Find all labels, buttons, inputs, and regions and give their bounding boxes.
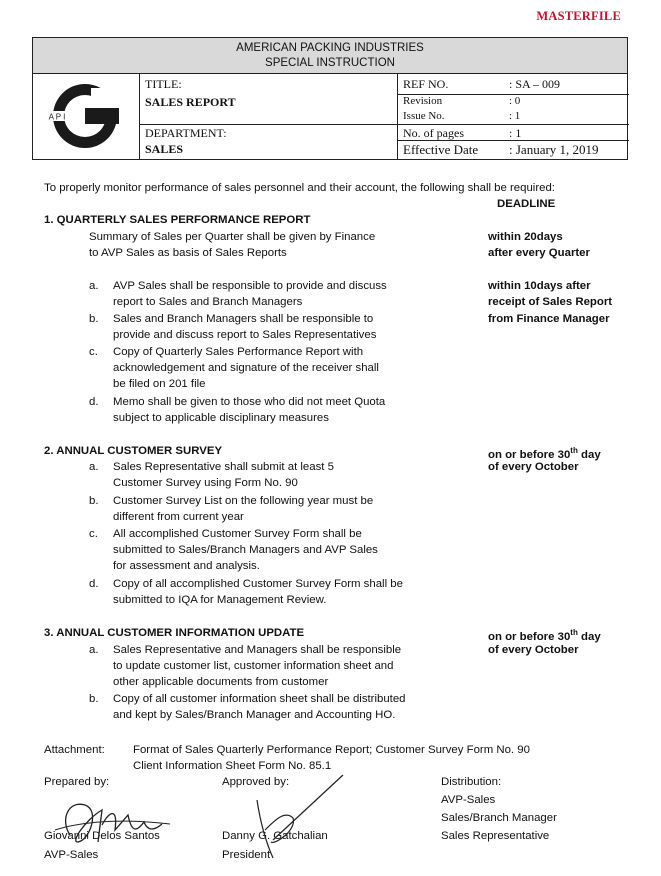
list-marker: a. xyxy=(89,461,99,473)
s3-deadline: of every October xyxy=(488,644,579,656)
issue-label: Issue No. xyxy=(403,110,445,122)
s2-item-d: submitted to IQA for Management Review. xyxy=(113,594,327,606)
s1-summary-line: to AVP Sales as basis of Sales Reports xyxy=(89,247,287,259)
distribution-item: Sales/Branch Manager xyxy=(441,812,557,824)
s2-item-c: for assessment and analysis. xyxy=(113,560,260,572)
document-header xyxy=(32,37,628,160)
pages-label: No. of pages xyxy=(403,126,464,140)
list-marker: c. xyxy=(89,346,98,358)
s1-item-d: Memo shall be given to those who did not meet Quota xyxy=(113,396,386,408)
s3-item-a: to update customer list, customer information sheet and xyxy=(113,660,394,672)
s1-item-c: Copy of Quarterly Sales Performance Report with xyxy=(113,346,364,358)
company-band xyxy=(33,38,627,74)
issue-value: : 1 xyxy=(509,110,521,122)
s2-item-b: different from current year xyxy=(113,511,244,523)
list-marker: d. xyxy=(89,578,99,590)
s1-summary-line: Summary of Sales per Quarter shall be given by Finance xyxy=(89,231,376,243)
s1-item-b: provide and discuss report to Sales Representatives xyxy=(113,329,377,341)
s1-item-c: acknowledgement and signature of the receiver shall xyxy=(113,362,379,374)
company-name: AMERICAN PACKING INDUSTRIES xyxy=(236,42,424,54)
s2-item-c: submitted to Sales/Branch Managers and AVP Sales xyxy=(113,544,378,556)
distribution-label: Distribution: xyxy=(441,776,502,788)
approved-by-title: President xyxy=(222,849,271,861)
effective-label: Effective Date xyxy=(403,142,479,157)
prepared-by-title: AVP-Sales xyxy=(44,849,99,861)
s2-item-a: Sales Representative shall submit at least 5 xyxy=(113,461,334,473)
title-label: TITLE: xyxy=(145,77,182,91)
s2-item-b: Customer Survey List on the following year must be xyxy=(113,495,374,507)
ref-value: : SA – 009 xyxy=(509,77,561,91)
approved-by-label: Approved by: xyxy=(222,776,290,788)
approved-by-name: Danny G. Gatchalian xyxy=(222,830,328,842)
company-logo xyxy=(33,74,140,159)
s1-deadline: from Finance Manager xyxy=(488,313,610,325)
section-1-heading: 1. QUARTERLY SALES PERFORMANCE REPORT xyxy=(44,214,311,226)
s1-item-a: report to Sales and Branch Managers xyxy=(113,296,303,308)
s1-item-b: Sales and Branch Managers shall be responsible to xyxy=(113,313,374,325)
masterfile-label: MASTERFILE xyxy=(536,9,621,23)
s2-item-a: Customer Survey using Form No. 90 xyxy=(113,477,298,489)
approved-signature xyxy=(245,770,355,865)
s1-deadline: after every Quarter xyxy=(488,247,590,259)
s3-item-b: Copy of all customer information sheet shall be distributed xyxy=(113,693,406,705)
s2-deadline: on or before 30th day xyxy=(488,446,601,461)
s3-item-a: Sales Representative and Managers shall be responsible xyxy=(113,644,402,656)
s1-item-c: be filed on 201 file xyxy=(113,378,206,390)
attachment-line: Format of Sales Quarterly Performance Report; Customer Survey Form No. 90 xyxy=(133,744,530,756)
list-marker: a. xyxy=(89,644,99,656)
distribution-item: Sales Representative xyxy=(441,830,550,842)
s2-item-c: All accomplished Customer Survey Form shall be xyxy=(113,528,362,540)
pages-value: : 1 xyxy=(509,126,522,140)
attachment-line: Client Information Sheet Form No. 85.1 xyxy=(133,760,332,772)
distribution-item: AVP-Sales xyxy=(441,794,496,806)
list-marker: a. xyxy=(89,280,99,292)
header-rule xyxy=(139,124,397,125)
intro-text: To properly monitor performance of sales personnel and their account, the following shall be required: xyxy=(44,182,555,194)
header-rule xyxy=(397,124,629,125)
prepared-signature xyxy=(40,780,180,860)
list-marker: d. xyxy=(89,396,99,408)
s1-deadline: within 20days xyxy=(488,231,563,243)
svg-text:A P I: A P I xyxy=(48,112,66,122)
revision-value: : 0 xyxy=(509,95,521,107)
doc-type: SPECIAL INSTRUCTION xyxy=(265,57,395,69)
list-marker: b. xyxy=(89,693,99,705)
section-3-heading: 3. ANNUAL CUSTOMER INFORMATION UPDATE xyxy=(44,627,305,639)
s2-deadline: of every October xyxy=(488,461,579,473)
s3-deadline: on or before 30th day xyxy=(488,628,601,643)
s2-item-d: Copy of all accomplished Customer Survey Form shall be xyxy=(113,578,403,590)
section-2-heading: 2. ANNUAL CUSTOMER SURVEY xyxy=(44,445,223,457)
s1-item-d: subject to applicable disciplinary measures xyxy=(113,412,329,424)
s1-deadline: receipt of Sales Report xyxy=(488,296,613,308)
s1-item-a: AVP Sales shall be responsible to provide and discuss xyxy=(113,280,387,292)
list-marker: c. xyxy=(89,528,98,540)
s3-item-a: other applicable documents from customer xyxy=(113,676,329,688)
prepared-by-label: Prepared by: xyxy=(44,776,110,788)
s3-item-b: and kept by Sales/Branch Manager and Accounting HO. xyxy=(113,709,396,721)
s1-deadline: within 10days after xyxy=(488,280,591,292)
deadline-header: DEADLINE xyxy=(497,198,556,210)
department-label: DEPARTMENT: xyxy=(145,126,227,140)
prepared-by-name: Giovanni Delos Santos xyxy=(44,830,160,842)
list-marker: b. xyxy=(89,495,99,507)
ref-label: REF NO. xyxy=(403,77,449,91)
attachment-label: Attachment: xyxy=(44,744,105,756)
revision-label: Revision xyxy=(403,95,443,107)
effective-value: : January 1, 2019 xyxy=(509,142,599,157)
department-value: SALES xyxy=(145,142,184,156)
title-value: SALES REPORT xyxy=(145,95,236,109)
list-marker: b. xyxy=(89,313,99,325)
header-divider xyxy=(397,74,398,159)
